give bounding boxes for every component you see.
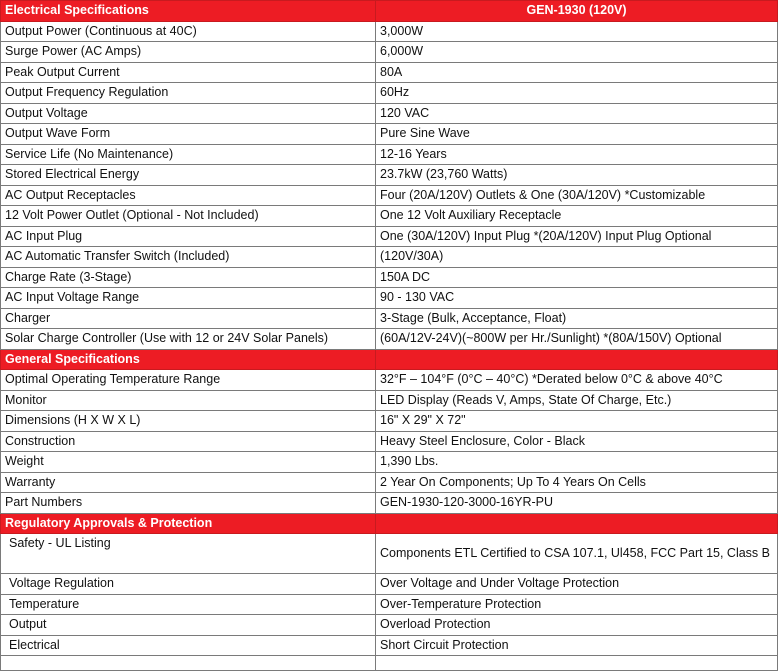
spec-value: 3,000W [376,21,778,42]
spec-label: Output Voltage [1,103,376,124]
spec-value: Pure Sine Wave [376,124,778,145]
spec-row [1,635,778,656]
cropped-cell-left [1,656,376,671]
regulatory-section-header [1,513,778,534]
spec-row [1,267,778,288]
spec-value: 16" X 29" X 72" [376,411,778,432]
spec-value: Heavy Steel Enclosure, Color - Black [376,431,778,452]
spec-value: Over-Temperature Protection [376,594,778,615]
spec-row [1,370,778,391]
spec-value: Short Circuit Protection [376,635,778,656]
spec-value: 150A DC [376,267,778,288]
spec-value: One (30A/120V) Input Plug *(20A/120V) Input Plug Optional [376,226,778,247]
spec-label: Output [1,615,376,636]
spec-value: Overload Protection [376,615,778,636]
spec-row [1,21,778,42]
spec-row [1,247,778,268]
spec-value: LED Display (Reads V, Amps, State Of Charge, Etc.) [376,390,778,411]
spec-label: AC Input Plug [1,226,376,247]
spec-label: Part Numbers [1,493,376,514]
section-header-value: GEN-1930 (120V) [376,1,778,22]
spec-row [1,83,778,104]
spec-value: (60A/12V-24V)(~800W per Hr./Sunlight) *(80A/150V) Optional [376,329,778,350]
spec-value: 6,000W [376,42,778,63]
spec-label: Optimal Operating Temperature Range [1,370,376,391]
section-header-value [376,349,778,370]
spec-label: Peak Output Current [1,62,376,83]
spec-value: Four (20A/120V) Outlets & One (30A/120V) *Customizable [376,185,778,206]
spec-row [1,472,778,493]
electrical-section-header [1,1,778,22]
spec-value: Components ETL Certified to CSA 107.1, Ul458, FCC Part 15, Class B [376,534,778,574]
spec-value: 32°F – 104°F (0°C – 40°C) *Derated below 0°C & above 40°C [376,370,778,391]
spec-row [1,144,778,165]
spec-label: Electrical [1,635,376,656]
spec-label: Service Life (No Maintenance) [1,144,376,165]
general-section-header [1,349,778,370]
spec-label: Temperature [1,594,376,615]
spec-value: One 12 Volt Auxiliary Receptacle [376,206,778,227]
spec-label: Voltage Regulation [1,574,376,595]
spec-row [1,431,778,452]
spec-row [1,493,778,514]
spec-label: Charger [1,308,376,329]
spec-label: Warranty [1,472,376,493]
cropped-cell-right [376,656,778,671]
spec-row [1,165,778,186]
section-header-value [376,513,778,534]
specifications-table-body [1,1,778,671]
spec-value: 1,390 Lbs. [376,452,778,473]
section-title: Electrical Specifications [1,1,376,22]
spec-row [1,452,778,473]
spec-label: AC Input Voltage Range [1,288,376,309]
spec-value: 60Hz [376,83,778,104]
spec-row [1,206,778,227]
spec-label: Output Frequency Regulation [1,83,376,104]
spec-value: 90 - 130 VAC [376,288,778,309]
spec-row [1,103,778,124]
spec-row [1,288,778,309]
spec-label: Output Wave Form [1,124,376,145]
spec-row [1,574,778,595]
spec-row [1,124,778,145]
spec-label: Output Power (Continuous at 40C) [1,21,376,42]
spec-label: AC Output Receptacles [1,185,376,206]
spec-value: 120 VAC [376,103,778,124]
spec-row [1,226,778,247]
spec-row [1,42,778,63]
spec-row [1,615,778,636]
spec-value: 12-16 Years [376,144,778,165]
spec-label: Monitor [1,390,376,411]
spec-label: Dimensions (H X W X L) [1,411,376,432]
cropped-row [1,656,778,671]
spec-value: Over Voltage and Under Voltage Protection [376,574,778,595]
spec-row [1,185,778,206]
spec-value: GEN-1930-120-3000-16YR-PU [376,493,778,514]
spec-row [1,390,778,411]
spec-label: Weight [1,452,376,473]
spec-label: Construction [1,431,376,452]
spec-value: (120V/30A) [376,247,778,268]
spec-row [1,411,778,432]
spec-value: 23.7kW (23,760 Watts) [376,165,778,186]
spec-label: Safety - UL Listing [1,534,376,574]
section-title: Regulatory Approvals & Protection [1,513,376,534]
spec-label: Surge Power (AC Amps) [1,42,376,63]
section-title: General Specifications [1,349,376,370]
spec-row [1,534,778,574]
spec-label: AC Automatic Transfer Switch (Included) [1,247,376,268]
spec-label: 12 Volt Power Outlet (Optional - Not Included) [1,206,376,227]
spec-value: 80A [376,62,778,83]
spec-value: 3-Stage (Bulk, Acceptance, Float) [376,308,778,329]
spec-row [1,62,778,83]
spec-label: Stored Electrical Energy [1,165,376,186]
spec-row [1,329,778,350]
spec-value: 2 Year On Components; Up To 4 Years On Cells [376,472,778,493]
spec-row [1,594,778,615]
spec-row [1,308,778,329]
spec-label: Solar Charge Controller (Use with 12 or 24V Solar Panels) [1,329,376,350]
spec-label: Charge Rate (3-Stage) [1,267,376,288]
